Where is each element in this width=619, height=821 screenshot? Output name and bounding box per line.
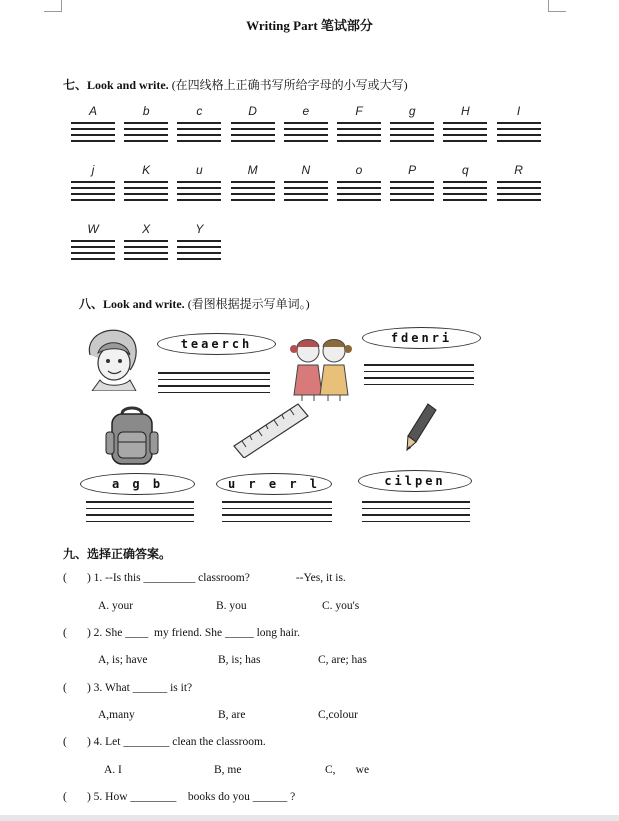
four-line-rule	[124, 181, 168, 183]
letter-label: D	[248, 104, 257, 118]
section-9-heading: 九、选择正确答案。	[63, 547, 172, 561]
letter-cell[interactable]	[390, 104, 434, 142]
girl-face-icon	[80, 325, 144, 391]
four-line-rule	[124, 240, 168, 242]
letter-label: e	[302, 104, 310, 118]
letter-label: K	[142, 163, 151, 177]
four-line-rule	[71, 181, 115, 183]
four-line-rule	[443, 134, 487, 136]
four-line-rule	[497, 199, 541, 201]
q1-option-b[interactable]: B. you	[216, 600, 247, 612]
four-line-rule	[71, 140, 115, 142]
four-line-rule	[337, 140, 381, 142]
four-line-rule	[231, 193, 275, 195]
pencil-icon	[404, 402, 438, 452]
letter-label: u	[196, 163, 203, 177]
word-oval-3: a g b	[80, 473, 195, 495]
question-5: ( ) 5. How ________ books do you ______ ?	[63, 791, 296, 803]
four-line-rule	[390, 181, 434, 183]
q2-option-c[interactable]: C, are; has	[318, 654, 367, 666]
letter-label: Y	[195, 222, 204, 236]
four-line-rule	[337, 181, 381, 183]
question-3: ( ) 3. What ______ is it?	[63, 682, 193, 694]
q4-option-a[interactable]: A. I	[104, 764, 122, 776]
letter-cell[interactable]	[497, 104, 541, 142]
section-8-heading-rest: (看图根据提示写单词。)	[184, 297, 310, 311]
four-line-rule	[124, 252, 168, 254]
four-line-rule	[177, 246, 221, 248]
four-line-rule	[177, 187, 221, 189]
letter-label: F	[355, 104, 363, 118]
letter-cell[interactable]	[390, 163, 434, 201]
letter-cell[interactable]	[443, 163, 487, 201]
four-line-rule	[177, 181, 221, 183]
section-7-heading-bold: 七、Look and write.	[63, 78, 169, 92]
letter-cell[interactable]	[497, 163, 541, 201]
four-line-rule	[390, 193, 434, 195]
four-line-rule	[177, 140, 221, 142]
q1-option-a[interactable]: A. your	[98, 600, 134, 612]
q2-option-a[interactable]: A, is; have	[98, 654, 148, 666]
four-line-rule	[443, 140, 487, 142]
four-line-rule	[390, 187, 434, 189]
q4-option-b[interactable]: B, me	[214, 764, 242, 776]
letter-label: N	[301, 163, 311, 177]
question-4: ( ) 4. Let ________ clean the classroom.	[63, 736, 266, 748]
write-lines-4[interactable]	[222, 501, 332, 527]
four-line-rule	[71, 187, 115, 189]
q3-option-c[interactable]: C,colour	[318, 709, 358, 721]
four-line-rule	[124, 187, 168, 189]
section-8-heading	[79, 295, 310, 312]
word-oval-1: teaerch	[157, 333, 276, 355]
four-line-rule	[71, 128, 115, 130]
four-line-rule	[284, 128, 328, 130]
write-lines-3[interactable]	[86, 501, 194, 527]
four-line-rule	[71, 122, 115, 124]
four-line-rule	[443, 181, 487, 183]
two-girls-icon	[288, 333, 356, 401]
letter-label: P	[408, 163, 417, 177]
letter-label: M	[247, 163, 258, 177]
four-line-rule	[71, 252, 115, 254]
four-line-rule	[71, 240, 115, 242]
four-line-rule	[497, 140, 541, 142]
q4-option-c[interactable]: C, we	[325, 764, 370, 776]
four-line-rule	[124, 258, 168, 260]
letter-cell[interactable]	[177, 163, 221, 201]
letter-cell[interactable]	[71, 163, 115, 201]
q1-option-c[interactable]: C. you's	[322, 600, 360, 612]
letter-label: q	[462, 163, 469, 177]
four-line-rule	[337, 187, 381, 189]
write-lines-2[interactable]	[364, 364, 474, 390]
four-line-rule	[284, 181, 328, 183]
four-line-rule	[497, 193, 541, 195]
letter-cell[interactable]	[337, 104, 381, 142]
four-line-rule	[124, 199, 168, 201]
four-line-rule	[71, 199, 115, 201]
letter-cell[interactable]	[231, 104, 275, 142]
four-line-rule	[284, 187, 328, 189]
letter-cell[interactable]	[71, 104, 115, 142]
section-7-heading	[63, 76, 408, 93]
four-line-rule	[124, 134, 168, 136]
write-lines-5[interactable]	[362, 501, 470, 527]
four-line-rule	[231, 199, 275, 201]
letter-cell[interactable]	[284, 163, 328, 201]
letter-cell[interactable]	[443, 104, 487, 142]
letter-cell[interactable]	[337, 163, 381, 201]
four-line-rule	[231, 187, 275, 189]
four-line-rule	[497, 181, 541, 183]
letter-label: H	[461, 104, 470, 118]
four-line-rule	[71, 193, 115, 195]
four-line-rule	[284, 193, 328, 195]
four-line-rule	[177, 122, 221, 124]
letter-label: g	[408, 104, 416, 118]
four-line-rule	[124, 128, 168, 130]
page-title: Writing Part 笔试部分	[246, 18, 373, 33]
four-line-rule	[390, 199, 434, 201]
four-line-rule	[231, 128, 275, 130]
four-line-rule	[71, 246, 115, 248]
four-line-rule	[177, 199, 221, 201]
four-line-rule	[231, 140, 275, 142]
four-line-rule	[337, 193, 381, 195]
word-oval-4: u r e r l	[216, 473, 332, 495]
four-line-rule	[124, 193, 168, 195]
section-8-heading-bold: 八、Look and write.	[79, 297, 185, 311]
letter-cell[interactable]	[284, 104, 328, 142]
ruler-icon	[232, 402, 310, 458]
letter-cell[interactable]	[177, 104, 221, 142]
four-line-rule	[337, 199, 381, 201]
letter-cell[interactable]	[124, 163, 168, 201]
letter-cell[interactable]	[124, 222, 168, 260]
four-line-rule	[390, 128, 434, 130]
backpack-icon	[104, 406, 160, 468]
four-line-rule	[497, 122, 541, 124]
four-line-rule	[390, 134, 434, 136]
four-line-rule	[284, 134, 328, 136]
letter-label: W	[87, 222, 99, 236]
letter-label: b	[142, 104, 150, 118]
q3-option-b[interactable]: B, are	[218, 709, 246, 721]
four-line-rule	[337, 134, 381, 136]
word-oval-2: fdenri	[362, 327, 481, 349]
four-line-rule	[497, 128, 541, 130]
letter-label: j	[91, 163, 95, 177]
four-line-rule	[124, 246, 168, 248]
four-line-rule	[71, 134, 115, 136]
four-line-rule	[177, 240, 221, 242]
letter-label: o	[355, 163, 363, 177]
four-line-rule	[284, 140, 328, 142]
letter-cell[interactable]	[231, 163, 275, 201]
four-line-rule	[443, 128, 487, 130]
four-line-rule	[497, 134, 541, 136]
four-line-rule	[231, 122, 275, 124]
four-line-rule	[443, 199, 487, 201]
letter-cell[interactable]	[177, 222, 221, 260]
four-line-rule	[390, 122, 434, 124]
word-oval-5: cilpen	[358, 470, 472, 492]
question-2: ( ) 2. She ____ my friend. She _____ long hair.	[63, 627, 301, 639]
crop-mark-right	[548, 0, 566, 12]
four-line-rule	[337, 122, 381, 124]
letter-label: R	[514, 163, 523, 177]
letter-label: I	[516, 104, 521, 118]
four-line-rule	[443, 193, 487, 195]
section-7-heading-rest: (在四线格上正确书写所给字母的小写或大写)	[168, 78, 408, 92]
page-bottom-edge	[0, 815, 619, 821]
four-line-rule	[284, 199, 328, 201]
question-1: ( ) 1. --Is this _________ classroom? --Yes, it is.	[63, 572, 346, 584]
four-line-rule	[124, 140, 168, 142]
letter-cell[interactable]	[71, 222, 115, 260]
four-line-rule	[443, 122, 487, 124]
four-line-rule	[390, 140, 434, 142]
four-line-rule	[497, 187, 541, 189]
letter-label: c	[196, 104, 203, 118]
four-line-rule	[443, 187, 487, 189]
four-line-rule	[177, 134, 221, 136]
q2-option-b[interactable]: B, is; has	[218, 654, 261, 666]
four-line-rule	[231, 134, 275, 136]
letter-label: X	[142, 222, 151, 236]
four-line-rule	[231, 181, 275, 183]
four-line-rule	[177, 252, 221, 254]
letter-cell[interactable]	[124, 104, 168, 142]
four-line-rule	[177, 128, 221, 130]
four-line-rule	[337, 128, 381, 130]
letter-label: A	[88, 104, 97, 118]
four-line-rule	[71, 258, 115, 260]
q3-option-a[interactable]: A,many	[98, 709, 135, 721]
crop-mark-left	[44, 0, 62, 12]
write-lines-1[interactable]	[158, 372, 270, 398]
four-line-rule	[177, 258, 221, 260]
four-line-rule	[124, 122, 168, 124]
four-line-rule	[177, 193, 221, 195]
four-line-rule	[284, 122, 328, 124]
